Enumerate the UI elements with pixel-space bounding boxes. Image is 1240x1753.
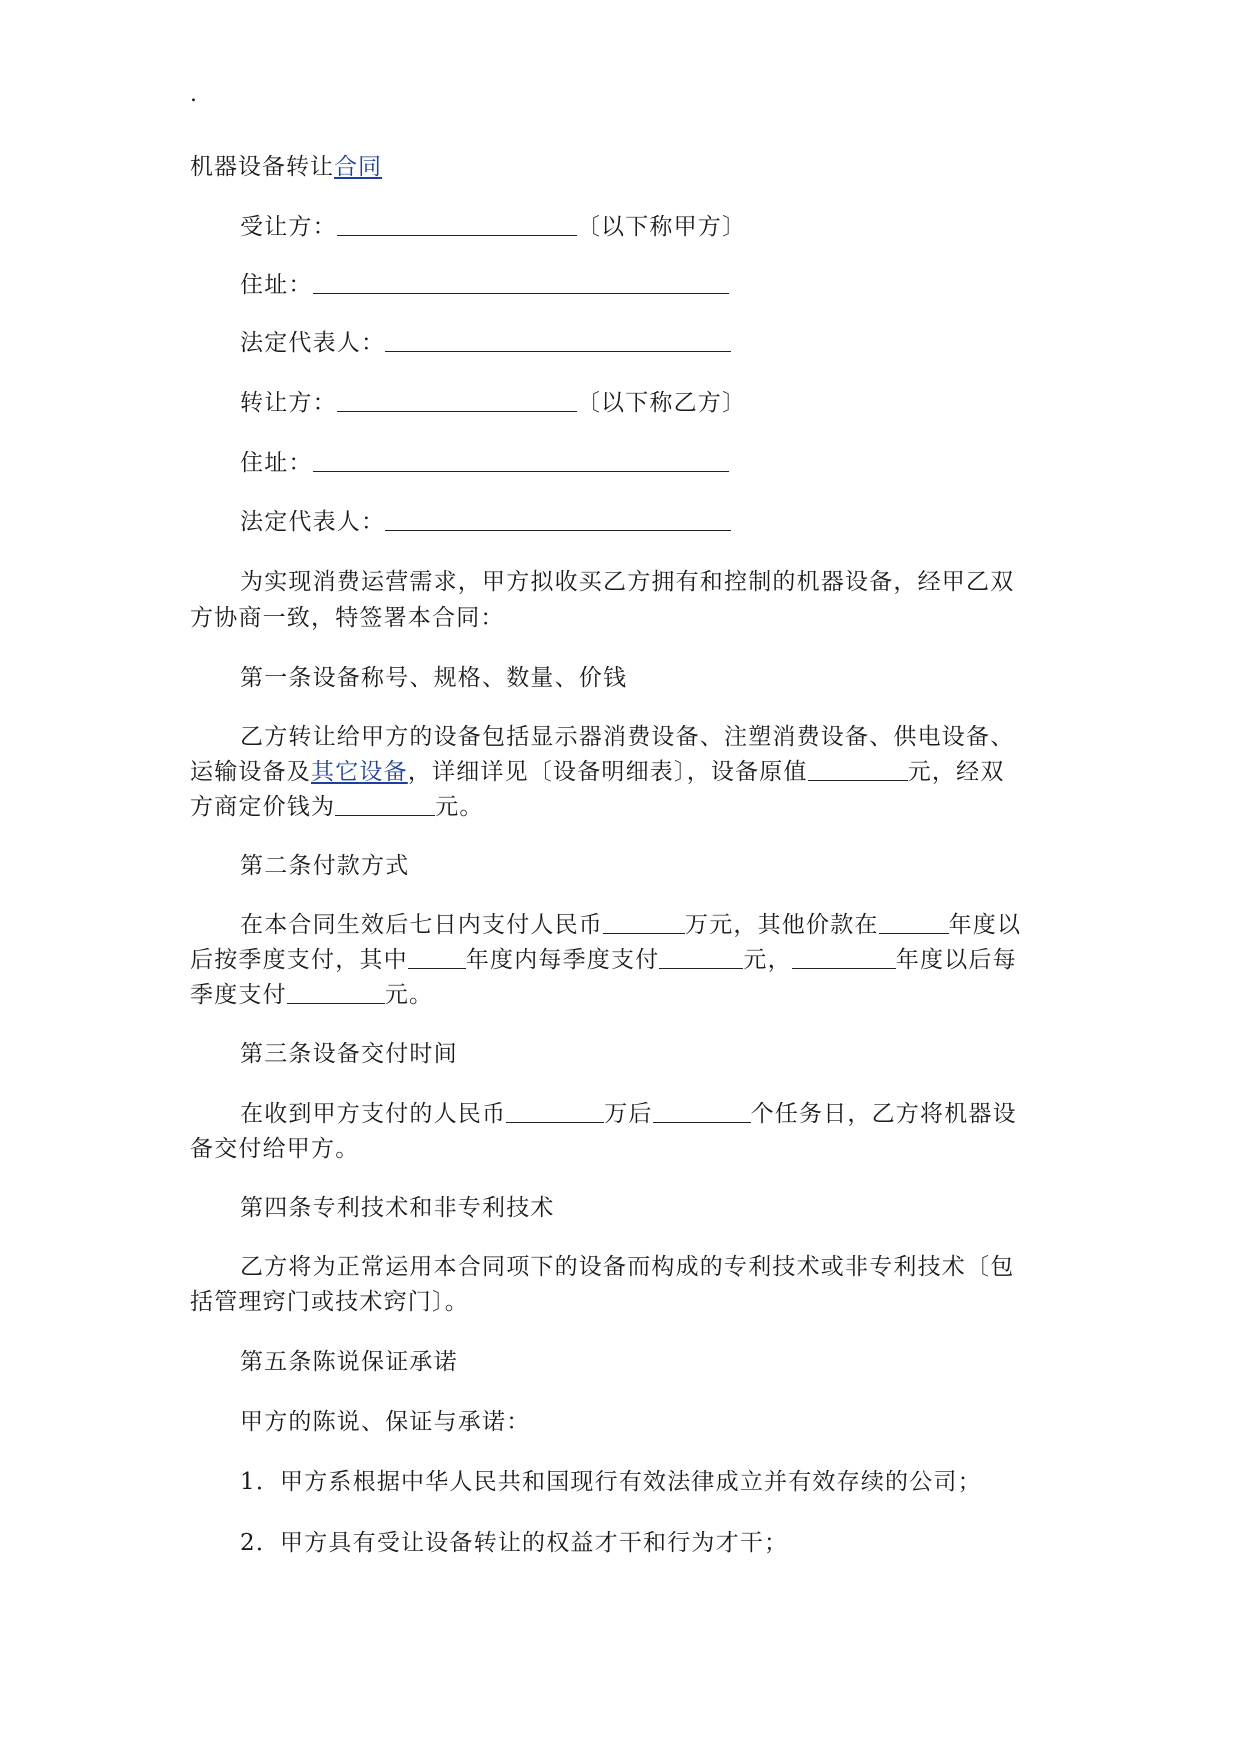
article-2-heading: 第二条付款方式 (240, 853, 410, 879)
article-1-line-3 (190, 790, 484, 824)
article-2-line-2 (190, 943, 1017, 977)
article-2-line-3 (190, 978, 433, 1012)
initial-payment-blank[interactable] (603, 911, 685, 934)
later-quarterly-blank[interactable] (287, 981, 385, 1004)
intro-line-2: 方协商一致，特签署本合同： (190, 605, 505, 631)
assignor-address-line (240, 446, 729, 480)
article-3-text: 在收到甲方支付的人民币 (240, 1101, 507, 1127)
article-1-text: 元。 (435, 794, 484, 820)
page-marker-dot: . (190, 82, 197, 107)
assignee-rep-blank[interactable] (385, 329, 731, 352)
assignor-rep-blank[interactable] (385, 508, 731, 531)
address-label: 住址： (240, 450, 313, 476)
article-2-text: 元。 (384, 982, 434, 1008)
article-2-text: 万元，其他价款在 (685, 912, 879, 938)
article-5-subheading: 甲方的陈说、保证与承诺： (240, 1409, 531, 1435)
article-5-item-1: 1．甲方系根据中华人民共和国现行有效法律成立并有效存续的公司； (240, 1469, 982, 1495)
article-1-line-1: 乙方转让给甲方的设备包括显示器消费设备、注塑消费设备、供电设备、 (240, 724, 1015, 750)
article-2-text: 季度支付 (190, 982, 287, 1008)
other-equipment-link[interactable]: 其它设备 (311, 759, 408, 785)
article-2-text: 年度以 (948, 912, 1022, 938)
assignor-rep-line (240, 505, 731, 539)
later-year-blank[interactable] (792, 946, 896, 969)
working-days-blank[interactable] (653, 1100, 751, 1123)
article-2-text: 后按季度支付，其中 (190, 947, 408, 973)
article-1-text: 运输设备及 (190, 759, 311, 785)
start-year-blank[interactable] (879, 911, 949, 934)
document-title (190, 150, 382, 184)
original-value-blank[interactable] (808, 758, 908, 781)
article-1-heading: 第一条设备称号、规格、数量、价钱 (240, 665, 628, 691)
article-1-text: 方商定价钱为 (190, 794, 336, 820)
assignee-rep-line (240, 326, 731, 360)
year-blank[interactable] (408, 946, 466, 969)
intro-line-1: 为实现消费运营需求，甲方拟收买乙方拥有和控制的机器设备，经甲乙双 (240, 569, 1015, 595)
article-5-item-2: 2．甲方具有受让设备转让的权益才干和行为才干； (240, 1530, 789, 1556)
article-3-line-1 (240, 1097, 1017, 1131)
title-link[interactable]: 合同 (334, 154, 382, 180)
article-4-line-1: 乙方将为正常运用本合同项下的设备而构成的专利技术或非专利技术〔包 (240, 1254, 1015, 1280)
article-1-text: ，详细详见〔设备明细表〕，设备原值 (407, 759, 808, 785)
article-3-text: 万后 (604, 1101, 653, 1127)
article-4-line-2: 括管理窍门或技术窍门〕。 (190, 1289, 469, 1315)
assignor-suffix: 〔以下称乙方〕 (576, 390, 747, 416)
assignee-suffix: 〔以下称甲方〕 (576, 214, 747, 240)
assignor-blank[interactable] (337, 389, 577, 412)
assignee-address-blank[interactable] (313, 271, 729, 294)
assignee-blank[interactable] (337, 213, 577, 236)
article-3-text: 个任务日，乙方将机器设 (750, 1101, 1017, 1127)
article-2-line-1 (240, 908, 1021, 942)
article-3-heading: 第三条设备交付时间 (240, 1041, 458, 1067)
assignee-address-line (240, 268, 729, 302)
assignor-line (240, 386, 746, 420)
assignor-label: 转让方： (240, 390, 337, 416)
article-1-line-2 (190, 755, 1005, 789)
title-text: 机器设备转让 (190, 154, 334, 180)
quarterly-amount-blank[interactable] (659, 946, 743, 969)
agreed-price-blank[interactable] (335, 793, 435, 816)
received-amount-blank[interactable] (506, 1100, 604, 1123)
rep-label: 法定代表人： (240, 330, 386, 356)
rep-label: 法定代表人： (240, 509, 386, 535)
article-2-text: 元， (743, 947, 792, 973)
assignee-line (240, 210, 746, 244)
article-2-text: 在本合同生效后七日内支付人民币 (240, 912, 603, 938)
article-5-heading: 第五条陈说保证承诺 (240, 1349, 458, 1375)
assignor-address-blank[interactable] (313, 449, 729, 472)
article-2-text: 年度内每季度支付 (465, 947, 660, 973)
article-4-heading: 第四条专利技术和非专利技术 (240, 1195, 555, 1221)
article-2-text: 年度以后每 (895, 947, 1017, 973)
address-label: 住址： (240, 272, 313, 298)
assignee-label: 受让方： (240, 214, 337, 240)
article-1-text: 元，经双 (907, 759, 1005, 785)
article-3-line-2: 备交付给甲方。 (190, 1136, 360, 1162)
